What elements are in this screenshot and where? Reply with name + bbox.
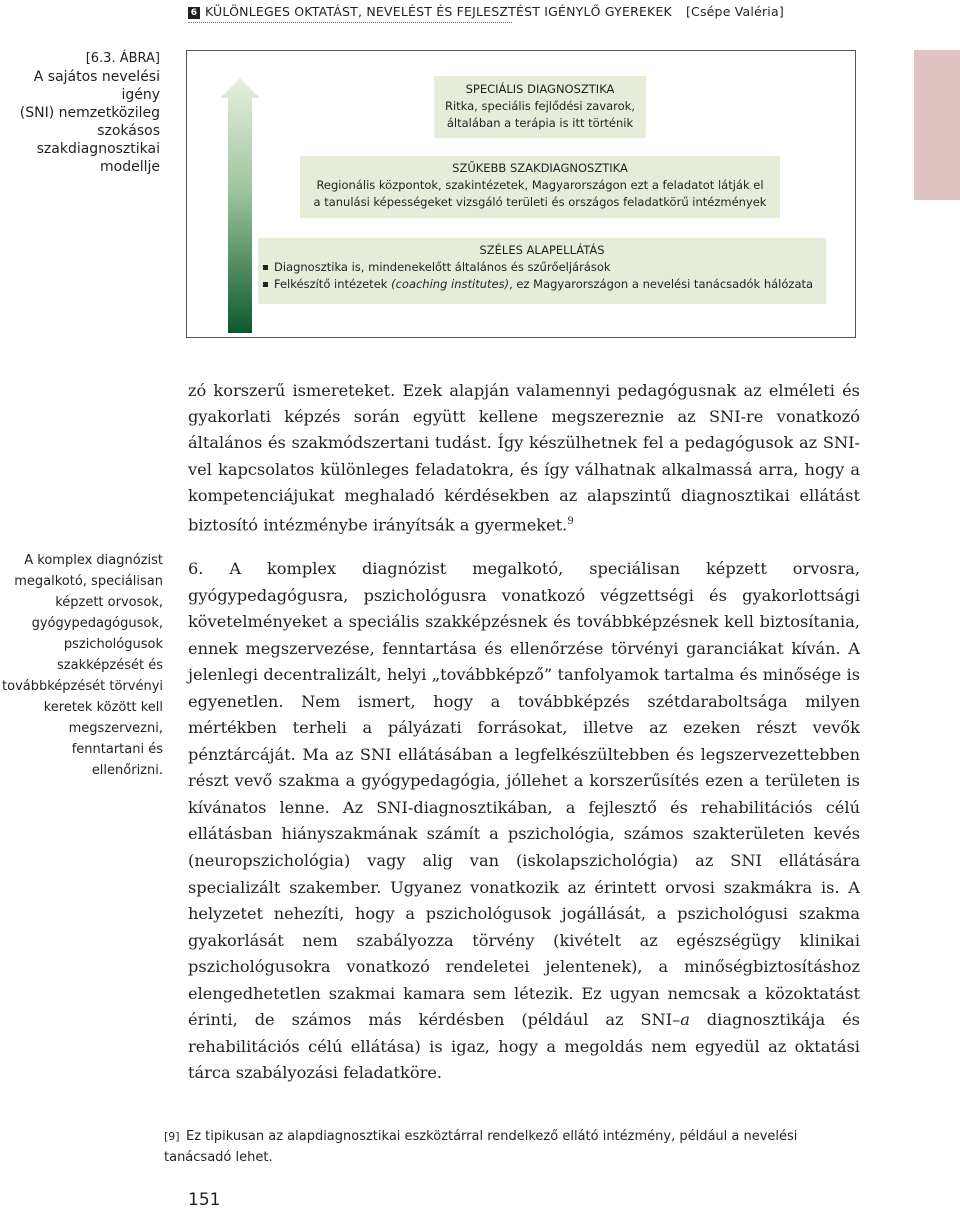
- figure-caption-line: A sajátos nevelési igény: [33, 69, 160, 103]
- figure-caption-line: szokásos szakdiagnosztikai: [36, 123, 160, 157]
- figure-caption-line: (SNI) nemzetközileg: [19, 105, 160, 121]
- level-title: SZŰKEBB SZAKDIAGNOSZTIKA: [452, 161, 628, 175]
- level-narrow-diagnostics: [300, 156, 780, 218]
- level-bullet: Felkészítő intézetek (coaching institutes), ez Magyarországon a nevelési tanácsadók hálózata: [262, 276, 826, 293]
- level-bullet: Diagnosztika is, mindenekelőtt általános és szűrőeljárások: [262, 259, 826, 276]
- level-bullet-list: [258, 259, 826, 293]
- margin-note: A komplex diagnózist megalkotó, speciálisan képzett orvosok, gyógypedagógusok, pszichológusok szakképzését és továbbképzését törvényi keretek között kell megszervezni, fenntartani és ellenőrizni.: [2, 553, 163, 778]
- body-paragraph: 6. A komplex diagnózist megalkotó, speciálisan képzett orvosra, gyógypedagógusra, pszichológusra vonatkozó végzettségi és gyakorlottsági követelményeket a speciális szakképzésnek és továbbképzésnek kell biztosítania, ennek megszervezése, fenntartása és ellenőrzése törvényi garanciákat kíván. A jelenlegi decentralizált, helyi „továbbképző” tanfolyamok tartalma és minősége is egyenetlen. Nem ismert, hogy a továbbképzés szétdaraboltsága milyen mértékben terheli a pályázati forrásokat, illetve az ezeken részt vevők pénztárcáját. Ma az SNI ellátásában a legfelkészültebben és legszervezettebben részt vevő szakma a gyógypedagógia, jóllehet a korszerűsítés ezen a területen is kívánatos lenne. Az SNI-diagnosztikában, a fejlesztő és rehabilitációs célú ellátásban hiányszakmának számít a pszichológia, számos szakterületen kevés (neuropszichológia) vagy alig van (iskolapszichológia) az SNI ellátására specializált szakember. Ugyanez vonatkozik az érintett orvosi szakmákra is. A helyzetet nehezíti, hogy a pszichológusok jogállását, a pszichológusi szakma gyakorlását nem szabályozza törvény (kivételt az egészségügy klinikai pszichológusokra vonatkozó rendeletei jelentenek), a minőségbiztosításhoz elengedhetetlen szakmai kamara sem létezik. Ez ugyan nemcsak a közoktatást érinti, de számos más kérdésben (például az SNI–a diagnosztikája és rehabilitációs célú ellátása) is igaz, hogy a megoldás nem egyedül az oktatási tárca szabályozási feladatköre.: [188, 559, 860, 1083]
- chapter-title: KÜLÖNLEGES OKTATÁST, NEVELÉST ÉS FEJLESZTÉST IGÉNYLŐ GYEREKEK: [205, 4, 672, 19]
- level-broad-basic-care: [258, 238, 826, 304]
- header-rule: [188, 22, 512, 23]
- running-header: [188, 4, 784, 19]
- level-text: általában a terápia is itt történik: [446, 116, 634, 130]
- chapter-number: 6: [188, 7, 200, 19]
- level-title: SZÉLES ALAPELLÁTÁS: [479, 243, 605, 257]
- footnote-mark: [9]: [164, 1130, 180, 1143]
- level-special-diagnostics: [434, 76, 646, 138]
- level-text: a tanulási képességeket vizsgáló területi és országos feladatkörű intézmények: [313, 195, 767, 209]
- footnote-reference: 9: [567, 516, 574, 528]
- chapter-tab-marker: [914, 50, 960, 200]
- page-number: 151: [188, 1190, 221, 1210]
- body-paragraph: zó korszerű ismereteket. Ezek alapján valamennyi pedagógusnak az elméleti és gyakorlati képzés során együtt kellene megszereznie az SNI-re vonatkozó általános és szakmódszertani tudást. Így készülhetnek fel a pedagógusok az SNI-vel kapcsolatos különleges feladatokra, és így válhatnak alkalmassá arra, hogy a kompetenciájukat meghaladó kérdésekben az alapszintű diagnosztikai ellátást biztosító intézménybe irányítsák a gyermeket.$^9$: [188, 381, 860, 535]
- footnote-text: Ez tipikusan az alapdiagnosztikai eszköztárral rendelkező ellátó intézmény, például a nevelési tanácsadó lehet.: [164, 1129, 798, 1165]
- author-name: [Csépe Valéria]: [685, 4, 784, 19]
- figure-number: [6.3. ÁBRA]: [85, 51, 160, 66]
- upward-arrow-icon: [220, 78, 260, 333]
- level-text: Regionális központok, szakintézetek, Magyarországon ezt a feladatot látják el: [316, 178, 764, 192]
- footnote: [164, 1126, 864, 1168]
- figure-caption: [0, 50, 160, 176]
- level-title: SPECIÁLIS DIAGNOSZTIKA: [465, 82, 615, 96]
- level-text: Ritka, speciális fejlődési zavarok,: [444, 99, 635, 113]
- figure-caption-line: modellje: [100, 159, 160, 175]
